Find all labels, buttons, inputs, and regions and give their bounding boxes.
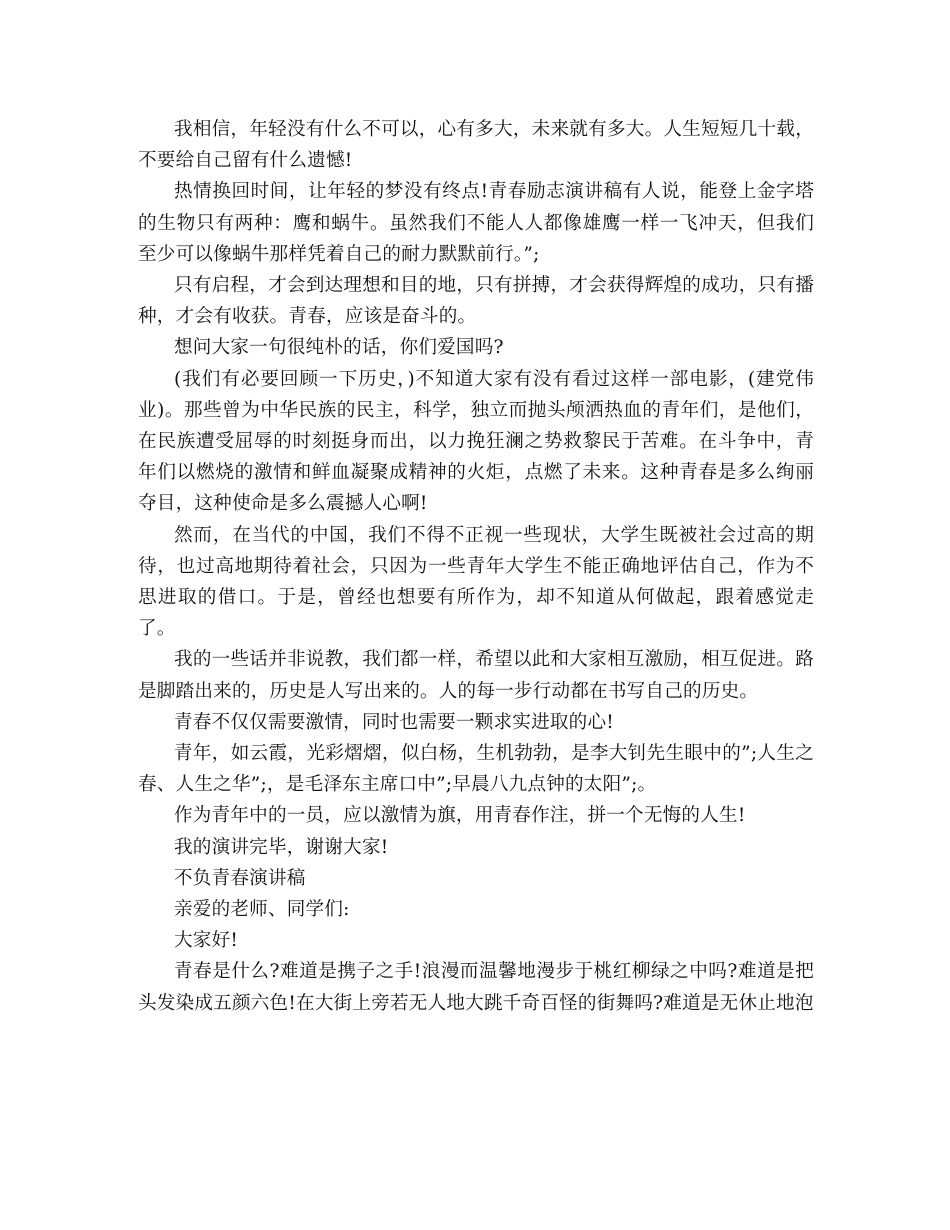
paragraph: (我们有必要回顾一下历史，)不知道大家有没有看过这样一部电影，(建党伟业)。那些曾为中华民族的民主，科学，独立而抛头颅洒热血的青年们，是他们，在民族遭受屈辱的时刻挺身而出，以力挽狂澜之势救黎民于苦难。在斗争中，青年们以燃烧的激情和鲜血凝聚成精神的火炬，点燃了未来。这种青春是多么绚丽夺目，这种使命是多么震撼人心啊! — [138, 368, 814, 515]
greeting: 大家好! — [174, 930, 239, 952]
paragraph: 然而，在当代的中国，我们不得不正视一些现状，大学生既被社会过高的期待，也过高地期待着社会，只因为一些青年大学生不能正确地评估自己，作为不思进取的借口。于是，曾经也想要有所作为，却不知道从何做起，跟着感觉走了。 — [138, 524, 814, 640]
paragraph: 作为青年中的一员，应以激情为旗，用青春作注，拼一个无悔的人生! — [174, 805, 746, 827]
paragraph: 只有启程，才会到达理想和目的地，只有拼搏，才会获得辉煌的成功，只有播种，才会有收获。青春，应该是奋斗的。 — [138, 275, 814, 328]
document-body — [138, 114, 814, 1019]
paragraph: 青春是什么?难道是携子之手!浪漫而温馨地漫步于桃红柳绿之中吗?难道是把头发染成五颜六色!在大街上旁若无人地大跳千奇百怪的街舞吗?难道是无休止地泡 — [138, 961, 814, 1014]
paragraph: 热情换回时间，让年轻的梦没有终点!青春励志演讲稿有人说，能登上金字塔的生物只有两种：鹰和蜗牛。虽然我们不能人人都像雄鹰一样一飞冲天，但我们至少可以像蜗牛那样凭着自己的耐力默默前行。”; — [138, 181, 814, 265]
paragraph: 青春不仅仅需要激情，同时也需要一颗求实进取的心! — [174, 711, 614, 733]
paragraph: 我的一些话并非说教，我们都一样，希望以此和大家相互激励，相互促进。路是脚踏出来的，历史是人写出来的。人的每一步行动都在书写自己的历史。 — [138, 649, 814, 702]
paragraph: 想问大家一句很纯朴的话，你们爱国吗? — [174, 337, 504, 359]
paragraph: 我的演讲完毕，谢谢大家! — [174, 836, 389, 858]
paragraph: 我相信，年轻没有什么不可以，心有多大，未来就有多大。人生短短几十载，不要给自己留有什么遗憾! — [138, 119, 814, 172]
section-title: 不负青春演讲稿 — [174, 867, 306, 889]
salutation: 亲爱的老师、同学们: — [174, 899, 350, 921]
paragraph: 青年，如云霞，光彩熠熠，似白杨，生机勃勃，是李大钊先生眼中的”;人生之春、人生之华”;，是毛泽东主席口中”;早晨八九点钟的太阳”;。 — [138, 743, 814, 796]
